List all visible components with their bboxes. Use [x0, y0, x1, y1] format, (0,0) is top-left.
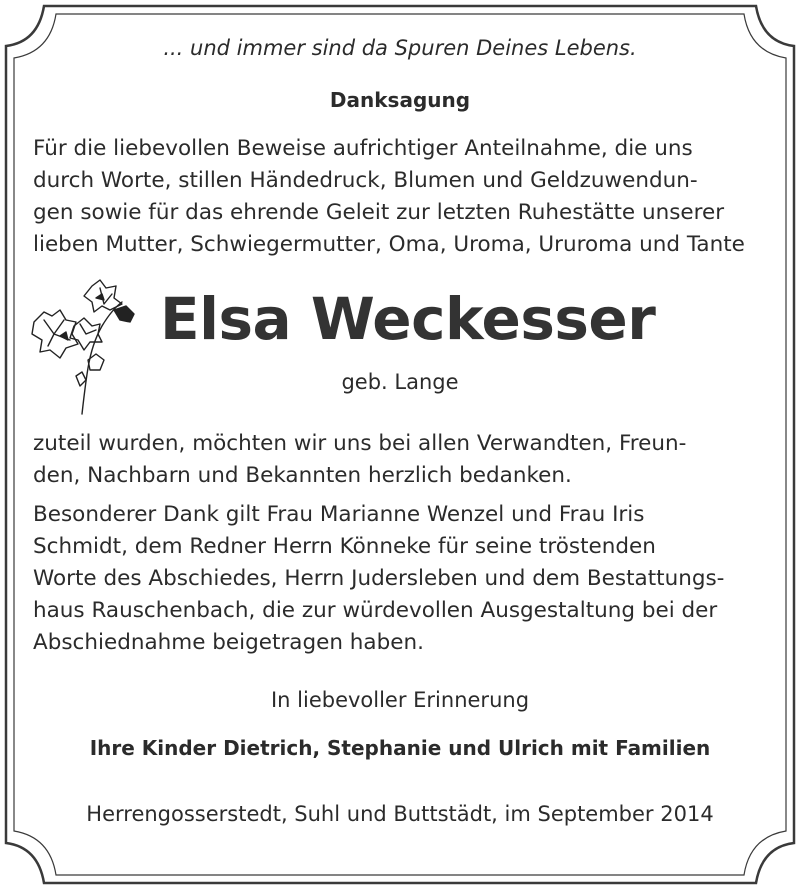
birth-name-text: geb. Lange [341, 370, 459, 394]
paragraph-line: den, Nachbarn und Bekannten herzlich bedanken. [33, 463, 572, 488]
paragraph-line: Schmidt, dem Redner Herrn Könneke für seine tröstenden [33, 534, 656, 559]
paragraph-line: Besonderer Dank gilt Frau Marianne Wenzel und Frau Iris [33, 502, 645, 527]
deceased-name: Elsa Weckesser [160, 285, 656, 353]
heading: Danksagung [329, 88, 471, 112]
paragraph-thanks-continued [33, 428, 773, 492]
paragraph-thanks [33, 133, 773, 261]
paragraph-line: Für die liebevollen Beweise aufrichtiger Anteilnahme, die uns [33, 136, 693, 161]
paragraph-line: Abschiednahme beigetragen haben. [33, 630, 424, 655]
place-date: Herrengosserstedt, Suhl und Buttstädt, im September 2014 [86, 802, 714, 826]
paragraph-special-thanks [33, 499, 773, 659]
closing: In liebevoller Erinnerung [270, 688, 530, 712]
paragraph-line: gen sowie für das ehrende Geleit zur letzten Ruhestätte unserer [33, 200, 725, 225]
paragraph-line: Worte des Abschiedes, Herrn Judersleben und dem Bestattungs- [33, 566, 725, 591]
paragraph-line: haus Rauschenbach, die zur würdevollen Ausgestaltung bei der [33, 598, 718, 623]
paragraph-line: lieben Mutter, Schwiegermutter, Oma, Uroma, Ururoma und Tante [33, 232, 745, 257]
paragraph-line: durch Worte, stillen Händedruck, Blumen und Geldzuwendun- [33, 168, 698, 193]
ivy-branch-icon [30, 276, 140, 416]
paragraph-line: zuteil wurden, möchten wir uns bei allen Verwandten, Freun- [33, 431, 687, 456]
signatories: Ihre Kinder Dietrich, Stephanie und Ulrich mit Familien [89, 736, 711, 760]
motto: ... und immer sind da Spuren Deines Lebens. [163, 36, 637, 60]
birth-name [0, 370, 800, 394]
